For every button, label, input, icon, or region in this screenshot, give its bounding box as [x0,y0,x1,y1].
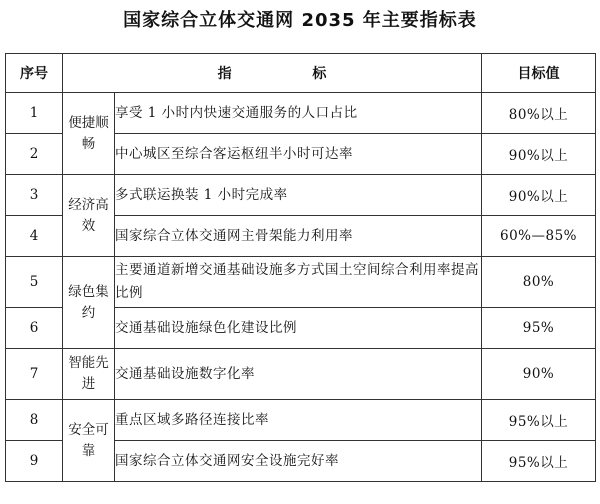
header-indicator-label: 指 标 [217,66,365,82]
indicator-name: 国家综合立体交通网主骨架能力利用率 [115,216,482,257]
indicator-name: 交通基础设施绿色化建设比例 [115,308,482,349]
indicator-name: 交通基础设施数字化率 [115,349,482,400]
indicator-name: 享受 1 小时内快速交通服务的人口占比 [115,93,482,134]
target-value: 90%以上 [482,134,596,175]
target-value: 95%以上 [482,400,596,441]
category-cell: 安全可靠 [63,400,115,482]
indicator-name: 多式联运换装 1 小时完成率 [115,175,482,216]
target-value: 90% [482,349,596,400]
row-no: 1 [6,93,63,134]
indicator-name: 国家综合立体交通网安全设施完好率 [115,441,482,482]
header-no: 序号 [6,54,63,93]
row-no: 4 [6,216,63,257]
target-value: 90%以上 [482,175,596,216]
target-value: 95% [482,308,596,349]
row-no: 9 [6,441,63,482]
table-row [6,349,596,400]
category-cell: 绿色集约 [63,257,115,349]
category-cell: 经济高效 [63,175,115,257]
row-no: 3 [6,175,63,216]
indicator-name: 主要通道新增交通基础设施多方式国土空间综合利用率提高比例 [115,257,482,308]
table-row [6,93,596,134]
header-indicator [63,54,482,93]
table-row [6,257,596,308]
indicator-name: 中心城区至综合客运枢纽半小时可达率 [115,134,482,175]
category-cell: 智能先进 [63,349,115,400]
table-title: 国家综合立体交通网 2035 年主要指标表 [123,10,477,31]
target-value: 60%—85% [482,216,596,257]
target-value: 80% [482,257,596,308]
header-row [6,54,596,93]
target-value: 80%以上 [482,93,596,134]
row-no: 7 [6,349,63,400]
table-row [6,400,596,441]
row-no: 5 [6,257,63,308]
indicators-table [5,53,596,482]
indicator-name: 重点区域多路径连接比率 [115,400,482,441]
header-target: 目标值 [482,54,596,93]
row-no: 2 [6,134,63,175]
table-row [6,175,596,216]
target-value: 95%以上 [482,441,596,482]
row-no: 8 [6,400,63,441]
category-cell: 便捷顺畅 [63,93,115,175]
row-no: 6 [6,308,63,349]
